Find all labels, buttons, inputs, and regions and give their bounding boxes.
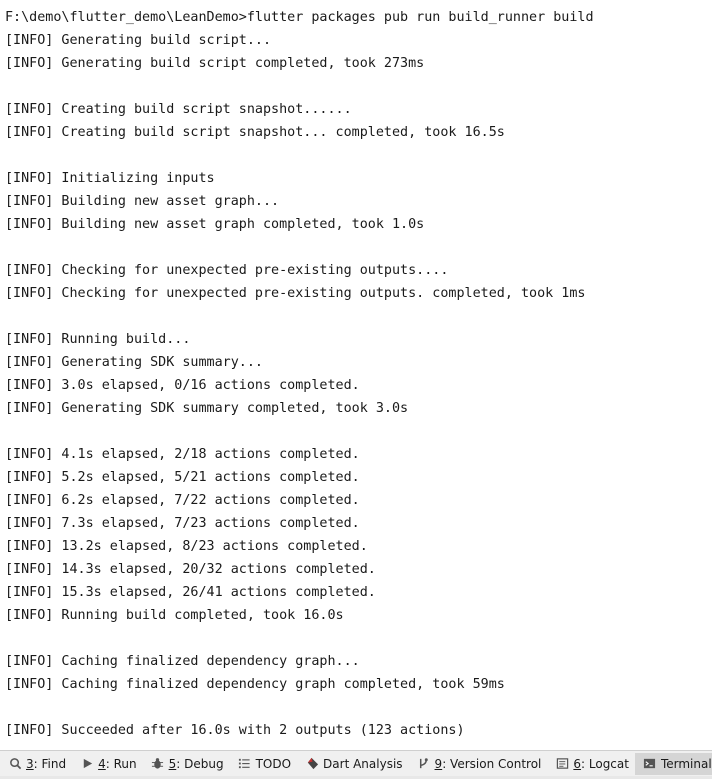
tool-window-label: : Run bbox=[105, 756, 137, 771]
terminal-line: [INFO] 15.3s elapsed, 26/41 actions completed. bbox=[5, 585, 376, 600]
tool-window-logcat-button[interactable] bbox=[547, 753, 635, 775]
tool-window-label: : Logcat bbox=[581, 756, 629, 771]
terminal-line: [INFO] 7.3s elapsed, 7/23 actions completed. bbox=[5, 516, 360, 531]
terminal-line: [INFO] Generating build script... bbox=[5, 33, 272, 48]
terminal-line bbox=[0, 144, 712, 167]
play-icon bbox=[80, 757, 94, 771]
tool-window-label: : Version Control bbox=[442, 756, 542, 771]
search-icon bbox=[8, 757, 22, 771]
dart-icon bbox=[305, 757, 319, 771]
tool-window-find-button[interactable] bbox=[0, 753, 72, 775]
terminal-line: [INFO] Caching finalized dependency graph completed, took 59ms bbox=[5, 677, 505, 692]
terminal-line bbox=[0, 420, 712, 443]
tool-window-shortcut-number: 4 bbox=[98, 756, 106, 771]
terminal-line: [INFO] Generating SDK summary completed, took 3.0s bbox=[5, 401, 409, 416]
tool-window-label: Terminal bbox=[660, 756, 712, 771]
tool-window-label: : Debug bbox=[176, 756, 224, 771]
tool-window-debug-button[interactable] bbox=[143, 753, 230, 775]
list-icon bbox=[238, 757, 252, 771]
tool-window-version-control-button[interactable] bbox=[409, 753, 548, 775]
terminal-icon bbox=[643, 757, 657, 771]
terminal-line: [INFO] Generating SDK summary... bbox=[5, 355, 263, 370]
tool-window-run-button[interactable] bbox=[72, 753, 143, 775]
terminal-line bbox=[0, 75, 712, 98]
terminal-line bbox=[0, 627, 712, 650]
terminal-line: [INFO] Checking for unexpected pre-existing outputs.... bbox=[5, 263, 449, 278]
logcat-icon bbox=[555, 757, 569, 771]
terminal-line: [INFO] Generating build script completed, took 273ms bbox=[5, 56, 425, 71]
bug-icon bbox=[151, 757, 165, 771]
tool-window-label: TODO bbox=[255, 756, 292, 771]
tool-window-label: : Find bbox=[33, 756, 67, 771]
terminal-line: [INFO] Creating build script snapshot... completed, took 16.5s bbox=[5, 125, 505, 140]
tool-window-bar bbox=[0, 750, 712, 776]
tool-window-terminal-button[interactable] bbox=[635, 753, 712, 775]
terminal-line: [INFO] Initializing inputs bbox=[5, 171, 215, 186]
terminal-line bbox=[0, 696, 712, 719]
terminal-line: [INFO] 14.3s elapsed, 20/32 actions completed. bbox=[5, 562, 376, 577]
terminal-line: [INFO] Building new asset graph... bbox=[5, 194, 280, 209]
terminal-line: [INFO] 6.2s elapsed, 7/22 actions completed. bbox=[5, 493, 360, 508]
branch-icon bbox=[417, 757, 431, 771]
terminal-line bbox=[0, 305, 712, 328]
tool-window-shortcut-number: 6 bbox=[573, 756, 582, 771]
terminal-line: [INFO] Succeeded after 16.0s with 2 outputs (123 actions) bbox=[5, 723, 465, 738]
terminal-output[interactable] bbox=[0, 6, 712, 746]
terminal-line: [INFO] 5.2s elapsed, 5/21 actions completed. bbox=[5, 470, 360, 485]
terminal-line: [INFO] 13.2s elapsed, 8/23 actions completed. bbox=[5, 539, 368, 554]
tool-window-todo-button[interactable] bbox=[230, 753, 297, 775]
terminal-line: [INFO] 4.1s elapsed, 2/18 actions completed. bbox=[5, 447, 360, 462]
terminal-line: [INFO] Checking for unexpected pre-existing outputs. completed, took 1ms bbox=[5, 286, 586, 301]
terminal-line: [INFO] Building new asset graph completed, took 1.0s bbox=[5, 217, 425, 232]
tool-window-shortcut-number: 3 bbox=[26, 756, 34, 771]
terminal-line: [INFO] Running build completed, took 16.0s bbox=[5, 608, 344, 623]
tool-window-shortcut-number: 9 bbox=[434, 756, 443, 771]
tool-window-label: Dart Analysis bbox=[323, 756, 403, 771]
terminal-line: [INFO] Caching finalized dependency graph... bbox=[5, 654, 360, 669]
terminal-line: [INFO] Creating build script snapshot...... bbox=[5, 102, 352, 117]
tool-window-dart-analysis-button[interactable] bbox=[297, 753, 409, 775]
terminal-line: F:\demo\flutter_demo\LeanDemo>flutter packages pub run build_runner build bbox=[5, 10, 594, 25]
terminal-line: [INFO] Running build... bbox=[5, 332, 191, 347]
tool-window-shortcut-number: 5 bbox=[168, 756, 177, 771]
terminal-line bbox=[0, 236, 712, 259]
terminal-line: [INFO] 3.0s elapsed, 0/16 actions completed. bbox=[5, 378, 360, 393]
